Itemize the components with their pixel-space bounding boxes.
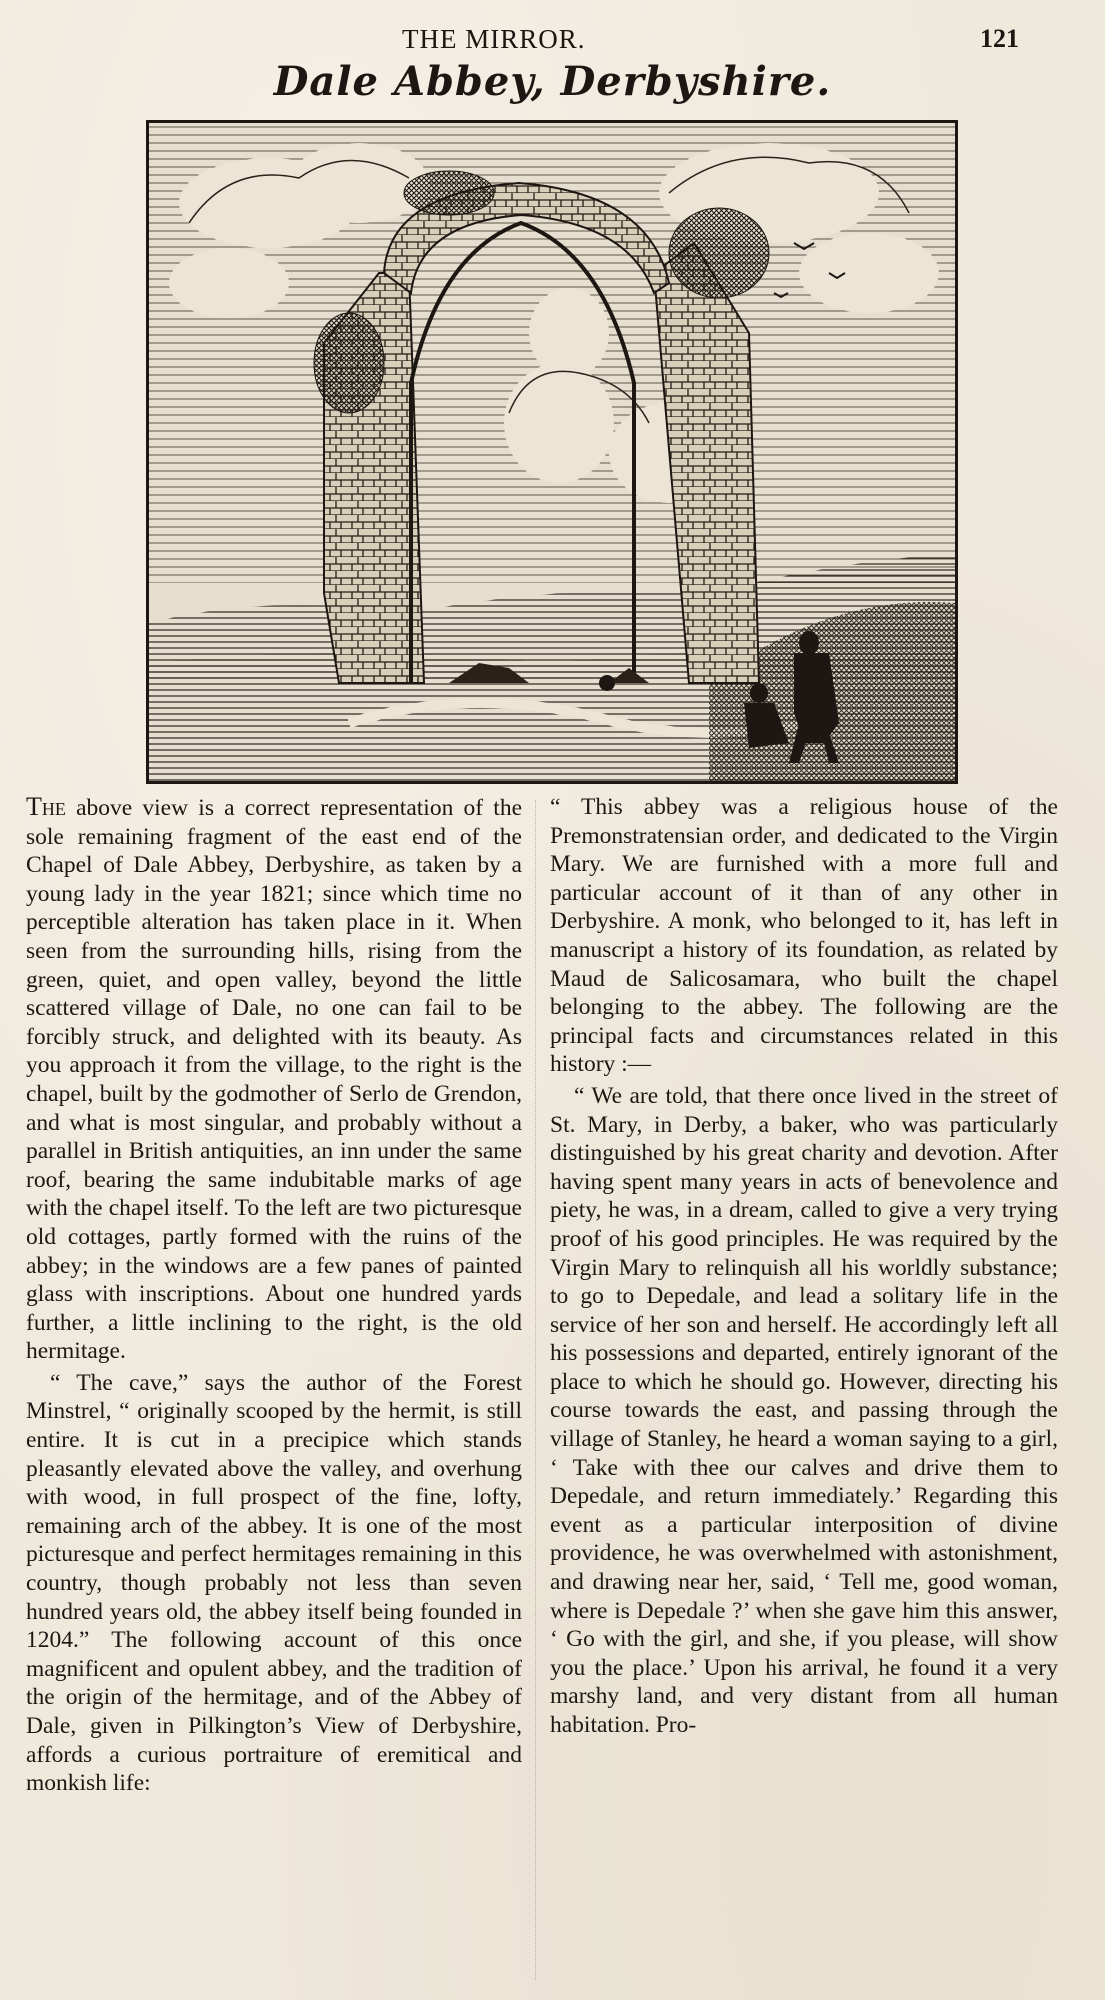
paragraph-text: above view is a correct representation of the sole remaining fragment of the east end of the Chapel of Dale Abbey, Derbyshire, as taken by a young lady in the year 1821; since which time no perceptible alteration has taken place in it. When seen from the surrounding hills, rising from the green, quiet, and open valley, beyond the little scattered village of Dale, no one can fail to be forcibly struck, and delighted with its beauty. As you approach it from the village, to the right is the chapel, built by the godmother of Serlo de Grendon, and what is most singular, and probably without a parallel in British antiquities, an inn under the same roof, bearing the same indubitable marks of age with the chapel itself. To the left are two picturesque old cottages, partly formed with the ruins of the abbey; in the windows are a few panes of painted glass with inscriptions. About one hundred yards further, a little inclining to the right, is the old hermitage. — [26, 795, 522, 1365]
page-number: 121 — [980, 24, 1019, 53]
paragraph: “ This abbey was a religious house of the Premonstratensian order, and dedicated to the Virgin Mary. We are furnished with a more full and particular account of it than of any other in Derbyshire. A monk, who belonged to it, has left in manuscript a history of its foundation, as related by Maud de Salicosamara, who built the chapel belonging to the abbey. The following are the principal facts and circumstances related in this history :— — [550, 794, 1058, 1078]
paragraph — [26, 793, 522, 1366]
article-title: Dale Abbey, Derbyshire. — [273, 58, 832, 105]
drop-cap: The — [26, 792, 66, 821]
paragraph: “ We are told, that there once lived in the street of St. Mary, in Derby, a baker, who was particularly distinguished by his great charity and devotion. After having spent many years in acts of benevolence and piety, he was, in a dream, called to give a very trying proof of his good principles. He was required by the Virgin Mary to relinquish all his worldly substance; to go to Depedale, and lead a solitary life in the service of her son and herself. He accordingly left all his possessions and departed, entirely ignorant of the place to which he should go. However, directing his course towards the east, and passing through the village of Stanley, he heard a woman saying to a girl, ‘ Take with thee our calves and drive them to Depedale, and return immediately.’ Regarding this event as a particular interposition of divine providence, he was overwhelmed with astonishment, and drawing near her, said, ‘ Tell me, good woman, where is Depedale ?’ when she gave him this answer, ‘ Go with the girl, and she, if you please, will show you the place.’ Upon his arrival, he found it a very marshy land, and very distant from all human habitation. Pro- — [550, 1082, 1058, 1738]
right-column — [550, 793, 1058, 1740]
engraving-artwork — [149, 123, 955, 781]
column-divider — [535, 800, 536, 1980]
paragraph: “ The cave,” says the author of the Forest Minstrel, “ originally scooped by the hermit, is still entire. It is cut in a precipice which stands pleasantly elevated above the valley, and overhung with wood, in full prospect of the fine, lofty, remaining arch of the abbey. It is one of the most picturesque and perfect hermitages remaining in this country, though probably not less than seven hundred years old, the abbey itself being founded in 1204.” The following account of this once magnificent and opulent abbey, and the tradition of the origin of the hermitage, and of the Abbey of Dale, given in Pilkington’s View of Derbyshire, affords a curious portraiture of eremitical and monkish life: — [26, 1369, 522, 1797]
left-column — [26, 793, 522, 1798]
abbey-engraving — [146, 120, 958, 784]
masthead — [0, 18, 1105, 58]
running-title: THE MIRROR. — [402, 24, 586, 54]
